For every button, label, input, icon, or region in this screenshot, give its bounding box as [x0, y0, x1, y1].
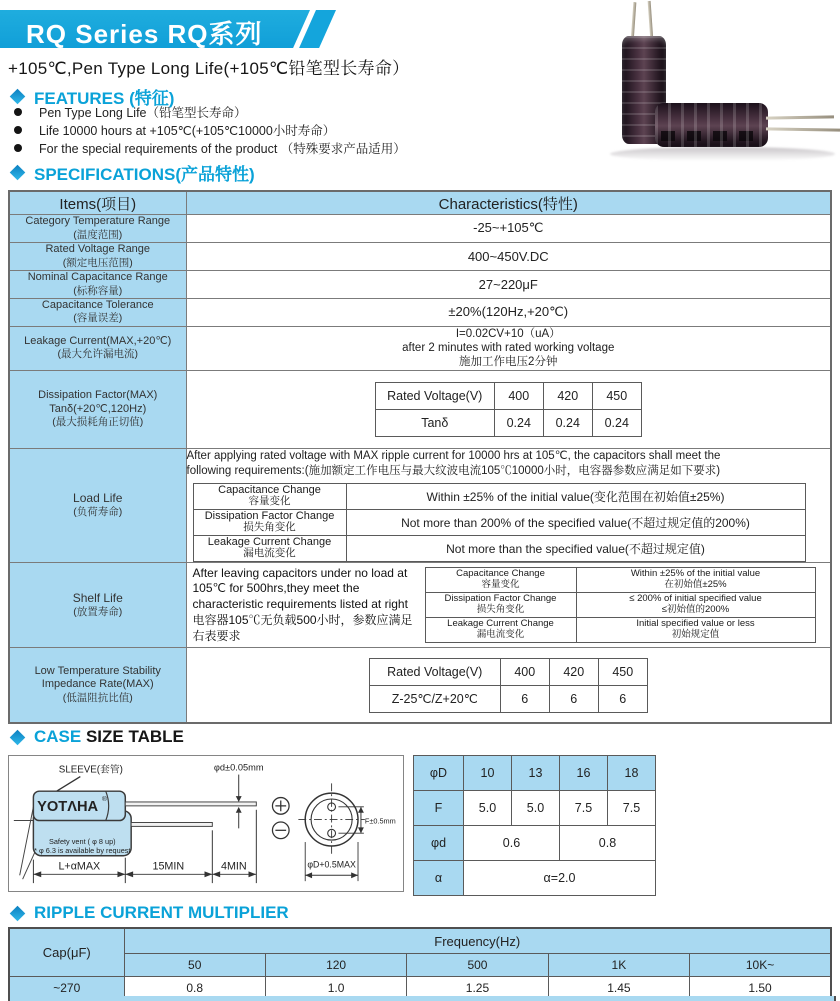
bottom-view: [298, 783, 364, 856]
bullet-icon: [14, 126, 22, 134]
feature-text: Life 10000 hours at +105℃(+105℃10000小时寿命）: [39, 124, 336, 138]
ripple-heading-label: RIPPLE CURRENT MULTIPLIER: [34, 903, 289, 922]
plus-icon: [272, 798, 289, 815]
length-label: L+αMAX: [58, 860, 101, 873]
series-subtitle: +105℃,Pen Type Long Life(+105℃铅笔型长寿命）: [8, 59, 410, 78]
spec-row-value: [186, 647, 831, 723]
capacitor-lead: [766, 115, 834, 119]
spec-col-items: Items(项目): [9, 191, 186, 215]
case-row-label: F: [414, 791, 464, 826]
ripple-heading: [12, 903, 289, 923]
shelf-life-table: Capacitance Change 容量变化 Within ±25% of the initial value 在初始值±25% Dissipation Factor Change 损失角变化 ≤ 200% of initial specified value ≤初始值的200% Leakage Current Change 漏电流变化 Initial specified value or less 初始规定值: [425, 567, 816, 643]
load-life-table: Capacitance Change 容量变化 Within ±25% of the initial value(变化范围在初始值±25%) Dissipation Factor Change 损失角变化 Not more than 200% of the specified value(不超过规定值的200%) Leakage Current Change 漏电流变化 Not more than the specified value(不超过规定值): [193, 483, 806, 562]
product-photo: [605, 0, 840, 165]
spec-row-value: ±20%(120Hz,+20℃): [186, 298, 831, 326]
capacitor-drawing: [9, 756, 400, 888]
diamond-icon: [10, 89, 26, 105]
arrowhead-icon: [305, 872, 312, 878]
case-size-table: φD 10 13 16 18 F 5.0 5.0 7.5 7.5 φd 0.6 0.8 α α=2.0: [413, 755, 656, 896]
arrowhead-icon: [236, 796, 242, 802]
dissipation-factor-table: Rated Voltage(V) 400 420 450 Tanδ 0.24 0.24 0.24: [375, 382, 642, 437]
feature-text: Pen Type Long Life（铅笔型长寿命）: [39, 106, 247, 120]
spec-row-label: Load Life (负荷寿命): [9, 448, 186, 562]
specifications-heading: [12, 160, 255, 185]
lead-negative: [131, 822, 212, 826]
spec-row-label: Dissipation Factor(MAX) Tanδ(+20℃,120Hz) (最大损耗角正切值): [9, 370, 186, 448]
safety-vent-label: Safety vent ( φ 8 up): [48, 837, 116, 846]
cap-header: Cap(μF): [9, 928, 124, 977]
spec-row-value: After applying rated voltage with MAX ripple current for 10000 hrs at 105℃, the capacitors shall meet the following requirements:(施加额定工作电压与最大纹波电流105℃10000小时，电容器参数应满足如下要求) Capacitance Change 容量变化 Within ±25% of the initial value(变化范围在初始值±25%) Dissipation Factor Change 损失角变化 Not more than 200% of the specified value(不超过规定值的200%) Leakage Current Change 漏电流变化 Not more than the specified value(不超过规定值): [186, 448, 831, 562]
diamond-icon: [10, 729, 26, 745]
frequency-header: Frequency(Hz): [124, 928, 831, 954]
safety-vent-note: * φ 6.3 is available by request: [34, 845, 131, 855]
spec-col-characteristics: Characteristics(特性): [186, 191, 831, 215]
case-col-header: φD: [414, 756, 464, 791]
spec-row-label: Low Temperature Stability Impedance Rate(MAX) (低温阻抗比值): [9, 647, 186, 723]
brand-label: YOTΛHA: [37, 798, 99, 815]
diamond-icon: [10, 165, 26, 181]
ripple-current-table: Cap(μF) Frequency(Hz) 50 120 500 1K 10K~ ~270 0.8 1.0 1.25 1.45 1.50: [8, 927, 832, 1001]
lead-positive: [125, 802, 256, 806]
lead-offset-label: 4MIN: [220, 860, 247, 873]
features-heading-label: FEATURES (特征): [34, 89, 175, 108]
series-title: RQ Series RQ系列: [26, 19, 263, 49]
diameter-label: φD+0.5MAX: [307, 859, 356, 870]
case-row-label: φd: [414, 826, 464, 861]
capacitor-photo-horizontal: [655, 103, 768, 147]
arrowhead-icon: [351, 872, 358, 878]
capacitor-lead: [766, 127, 840, 131]
feature-item: [14, 103, 247, 121]
spec-row-label: Leakage Current(MAX,+20℃) (最大允许漏电流): [9, 326, 186, 370]
diamond-icon: [10, 905, 26, 921]
spec-row-value: 27~220μF: [186, 270, 831, 298]
spec-row-value: I=0.02CV+10（uA） after 2 minutes with rated working voltage 施加工作电压2分钟: [186, 326, 831, 370]
feature-item: [14, 121, 335, 139]
specifications-table: [8, 190, 832, 724]
spec-row-value: 400~450V.DC: [186, 242, 831, 270]
shelf-life-description: After leaving capacitors under no load at 105℃ for 500hrs,they meet the characteristic requirements listed at right 电容器105℃无负载500小时，参数应满足 右表要求: [192, 565, 413, 643]
lead-diameter-label: φd±0.05mm: [213, 762, 264, 773]
bullet-icon: [14, 108, 22, 116]
spec-row-label: Nominal Capacitance Range (标称容量): [9, 270, 186, 298]
feature-text: For the special requirements of the product （特殊要求产品适用）: [39, 142, 406, 156]
case-row-label: α: [414, 861, 464, 896]
spec-row-label: Shelf Life (放置寿命): [9, 562, 186, 647]
spec-row-label: Rated Voltage Range (额定电压范围): [9, 242, 186, 270]
spec-row-value: -25~+105℃: [186, 215, 831, 243]
feature-item: [14, 139, 406, 157]
minus-icon: [272, 822, 289, 839]
ripple-data-row: ~270 0.8 1.0 1.25 1.45 1.50: [9, 977, 831, 1001]
spec-row-value: [186, 562, 831, 647]
arrowhead-icon: [236, 807, 242, 813]
case-size-heading: [12, 727, 184, 747]
spec-row-value: [186, 370, 831, 448]
photo-reflection: [610, 147, 835, 161]
next-row-partial: [8, 996, 836, 1001]
spec-row-label: Category Temperature Range (温度范围): [9, 215, 186, 243]
cap-range: ~270: [9, 977, 124, 1001]
sleeve-label: SLEEVE(套管): [58, 764, 123, 776]
low-temp-table: Rated Voltage(V) 400 420 450 Z-25℃/Z+20℃ 6 6 6: [369, 658, 648, 713]
lead-length-label: 15MIN: [152, 860, 185, 873]
spec-row-label: Capacitance Tolerance (容量误差): [9, 298, 186, 326]
pitch-label: F±0.5mm: [364, 816, 396, 826]
case-dimension-diagram: [8, 755, 404, 892]
bullet-icon: [14, 144, 22, 152]
registered-icon: ®: [101, 795, 107, 803]
case-size-heading-label: CASE SIZE TABLE: [34, 727, 184, 746]
specifications-heading-label: SPECIFICATIONS(产品特性): [34, 165, 255, 184]
